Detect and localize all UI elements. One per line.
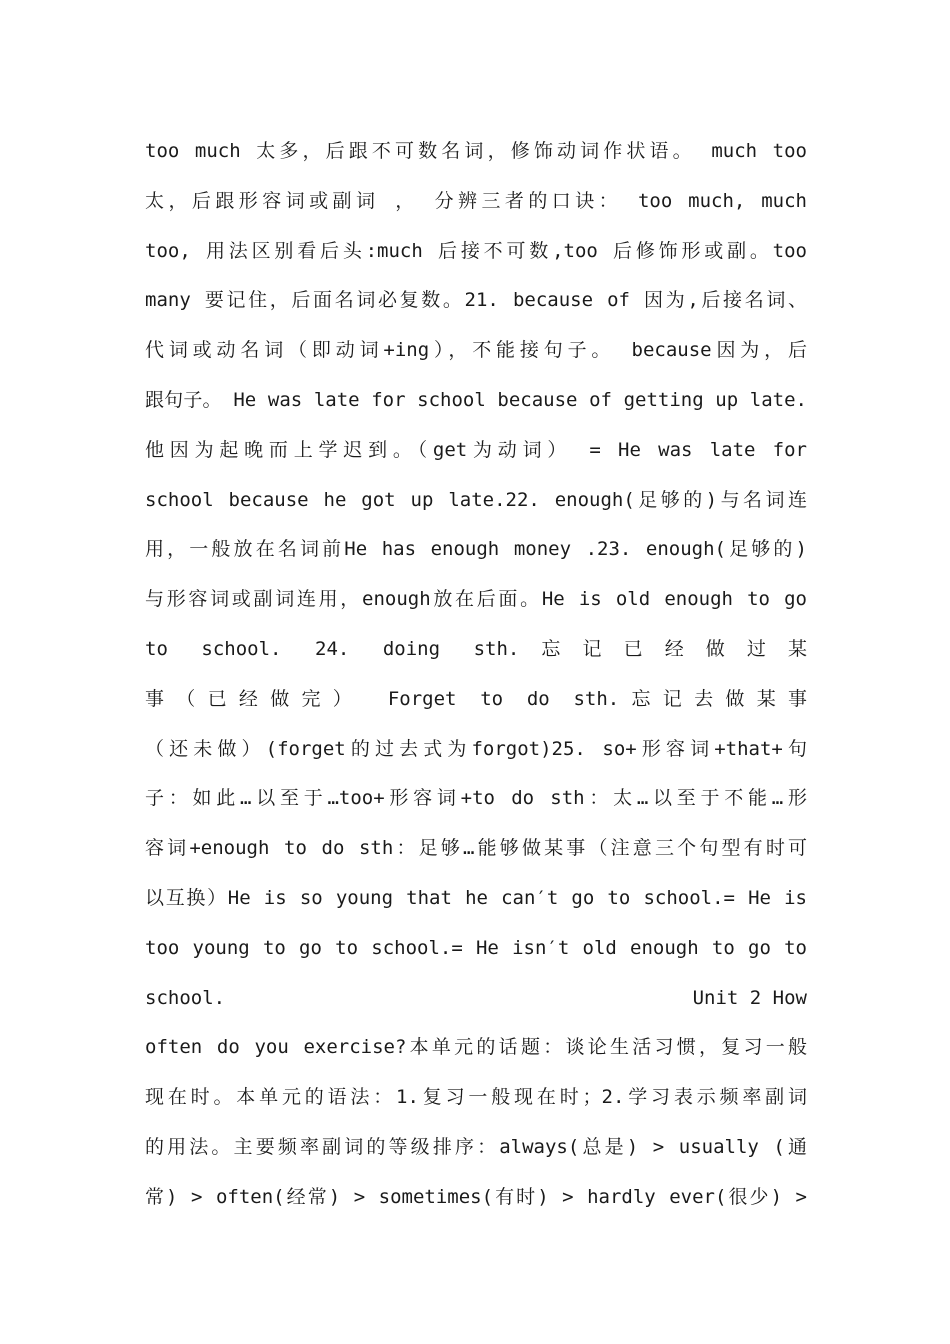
text-fragment-left: school. xyxy=(145,986,226,1009)
text-line-split xyxy=(145,974,807,1024)
text-line: （还未做）(forget的过去式为forgot)25. so+形容词+that+句 xyxy=(145,737,807,760)
text-line: 以互换）He is so young that he can′t go to school.= He is xyxy=(145,886,807,909)
text-line: too young to go to school.= He isn′t old enough to go to xyxy=(145,936,807,959)
text-line: 常) > often(经常) > sometimes(有时) > hardly ever(很少) > xyxy=(145,1185,807,1208)
text-line: to school. 24. doing sth.忘记已经做过某 xyxy=(145,637,807,660)
text-line: 跟句子。 He was late for school because of getting up late. xyxy=(145,388,807,411)
text-line: school because he got up late.22. enough(足够的)与名词连 xyxy=(145,488,807,511)
text-line: 太，后跟形容词或副词 ， 分辨三者的口诀： too much, much xyxy=(145,189,807,212)
text-line: 容词+enough to do sth：足够…能够做某事（注意三个句型有时可 xyxy=(145,837,807,860)
text-line: many 要记住，后面名词必复数。21. because of 因为,后接名词、 xyxy=(145,289,807,312)
body-text xyxy=(145,127,807,1223)
text-line: too much 太多，后跟不可数名词，修饰动词作状语。 much too xyxy=(145,140,807,162)
text-line: 他因为起晚而上学迟到。（get为动词） = He was late for xyxy=(145,438,807,461)
text-line: 的用法。主要频率副词的等级排序：always(总是) > usually (通 xyxy=(145,1135,807,1158)
text-line: 子：如此…以至于…too+形容词+to do sth：太…以至于不能…形 xyxy=(145,787,807,810)
text-line: 用，一般放在名词前He has enough money .23. enough(足够的) xyxy=(145,538,807,561)
text-line: 事（已经做完） Forget to do sth.忘记去做某事 xyxy=(145,687,807,710)
text-line: 代词或动名词（即动词+ing），不能接句子。 because因为，后 xyxy=(145,339,807,362)
text-line: often do you exercise?本单元的话题：谈论生活习惯，复习一般 xyxy=(145,1036,807,1059)
text-line: 与形容词或副词连用，enough放在后面。He is old enough to go xyxy=(145,588,807,611)
text-line: too, 用法区别看后头:much 后接不可数,too 后修饰形或副。too xyxy=(145,239,807,262)
text-line: 现在时。本单元的语法：1.复习一般现在时；2.学习表示频率副词 xyxy=(145,1086,807,1109)
text-fragment-right: Unit 2 How xyxy=(692,986,807,1009)
